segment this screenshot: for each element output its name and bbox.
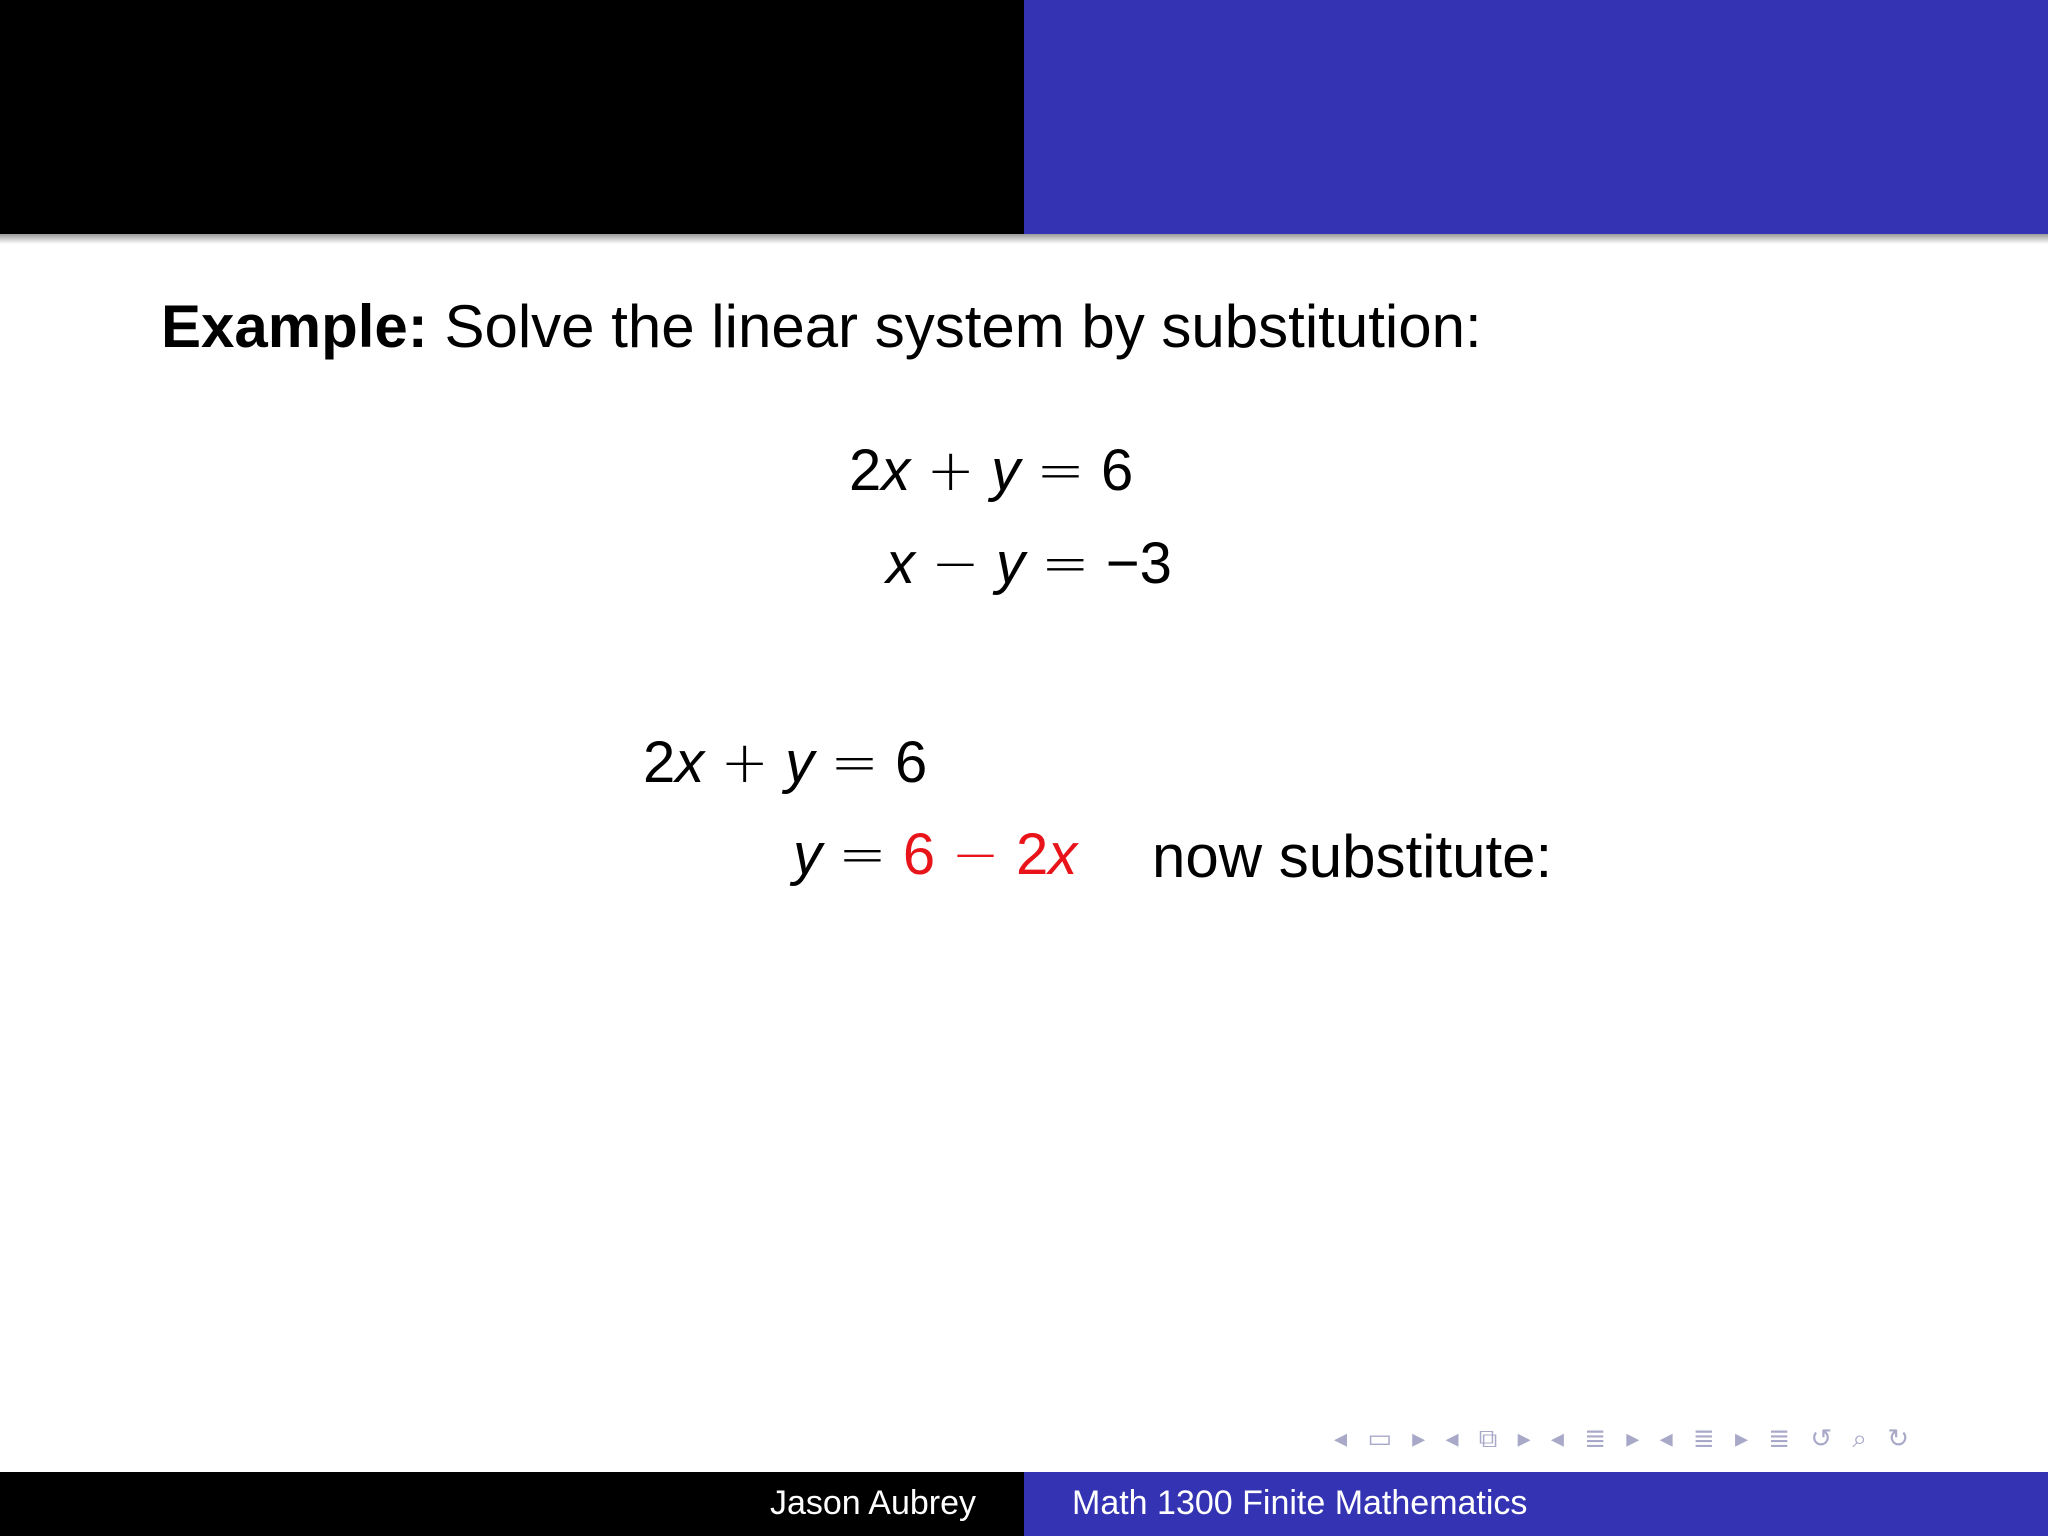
equals-sign: = bbox=[1040, 529, 1090, 597]
variable-x: x bbox=[886, 531, 915, 596]
variable-x: x bbox=[675, 730, 705, 795]
variable-y: y bbox=[793, 822, 822, 887]
equals-sign: = bbox=[830, 728, 879, 796]
example-heading bbox=[161, 292, 1482, 361]
work-line-1 bbox=[643, 728, 927, 796]
substitute-note: now substitute: bbox=[1152, 823, 1553, 890]
operator: + bbox=[720, 728, 769, 796]
footer-course-title: Math 1300 Finite Mathematics bbox=[1072, 1484, 1528, 1522]
coefficient: 2 bbox=[643, 730, 676, 795]
highlighted-expression bbox=[903, 822, 1077, 887]
operator: − bbox=[931, 529, 980, 597]
example-label: Example: bbox=[161, 293, 428, 360]
operator: − bbox=[951, 820, 1000, 888]
system-equation-2 bbox=[886, 529, 1172, 597]
header-shadow bbox=[0, 234, 2048, 244]
work-line-2 bbox=[793, 820, 1077, 888]
variable-y: y bbox=[991, 438, 1021, 503]
equals-sign: = bbox=[1036, 436, 1085, 504]
constant: 6 bbox=[902, 822, 936, 887]
example-text: Solve the linear system by substitution: bbox=[444, 293, 1482, 360]
coefficient: 2 bbox=[849, 438, 882, 503]
constant: 6 bbox=[894, 730, 928, 795]
variable-y: y bbox=[785, 730, 815, 795]
footer-right-panel bbox=[1024, 1472, 2048, 1536]
constant: −3 bbox=[1105, 531, 1172, 596]
beamer-navigation-controls[interactable]: ◂ ▭ ▸ ◂ ⧉ ▸ ◂ ≣ ▸ ◂ ≣ ▸ ≣ ↺ ⌕ ↻ bbox=[1334, 1424, 1915, 1454]
footer-author: Jason Aubrey bbox=[769, 1484, 976, 1522]
header-right-panel bbox=[1024, 0, 2048, 234]
variable-y: y bbox=[995, 531, 1025, 596]
system-equation-1 bbox=[849, 436, 1133, 504]
constant: 6 bbox=[1100, 438, 1134, 503]
footer-left-panel bbox=[0, 1472, 1024, 1536]
header-left-panel bbox=[0, 0, 1024, 234]
operator: + bbox=[926, 436, 975, 504]
variable-x: x bbox=[1048, 822, 1078, 887]
equals-sign: = bbox=[838, 820, 887, 888]
coefficient: 2 bbox=[1015, 822, 1049, 887]
variable-x: x bbox=[881, 438, 911, 503]
